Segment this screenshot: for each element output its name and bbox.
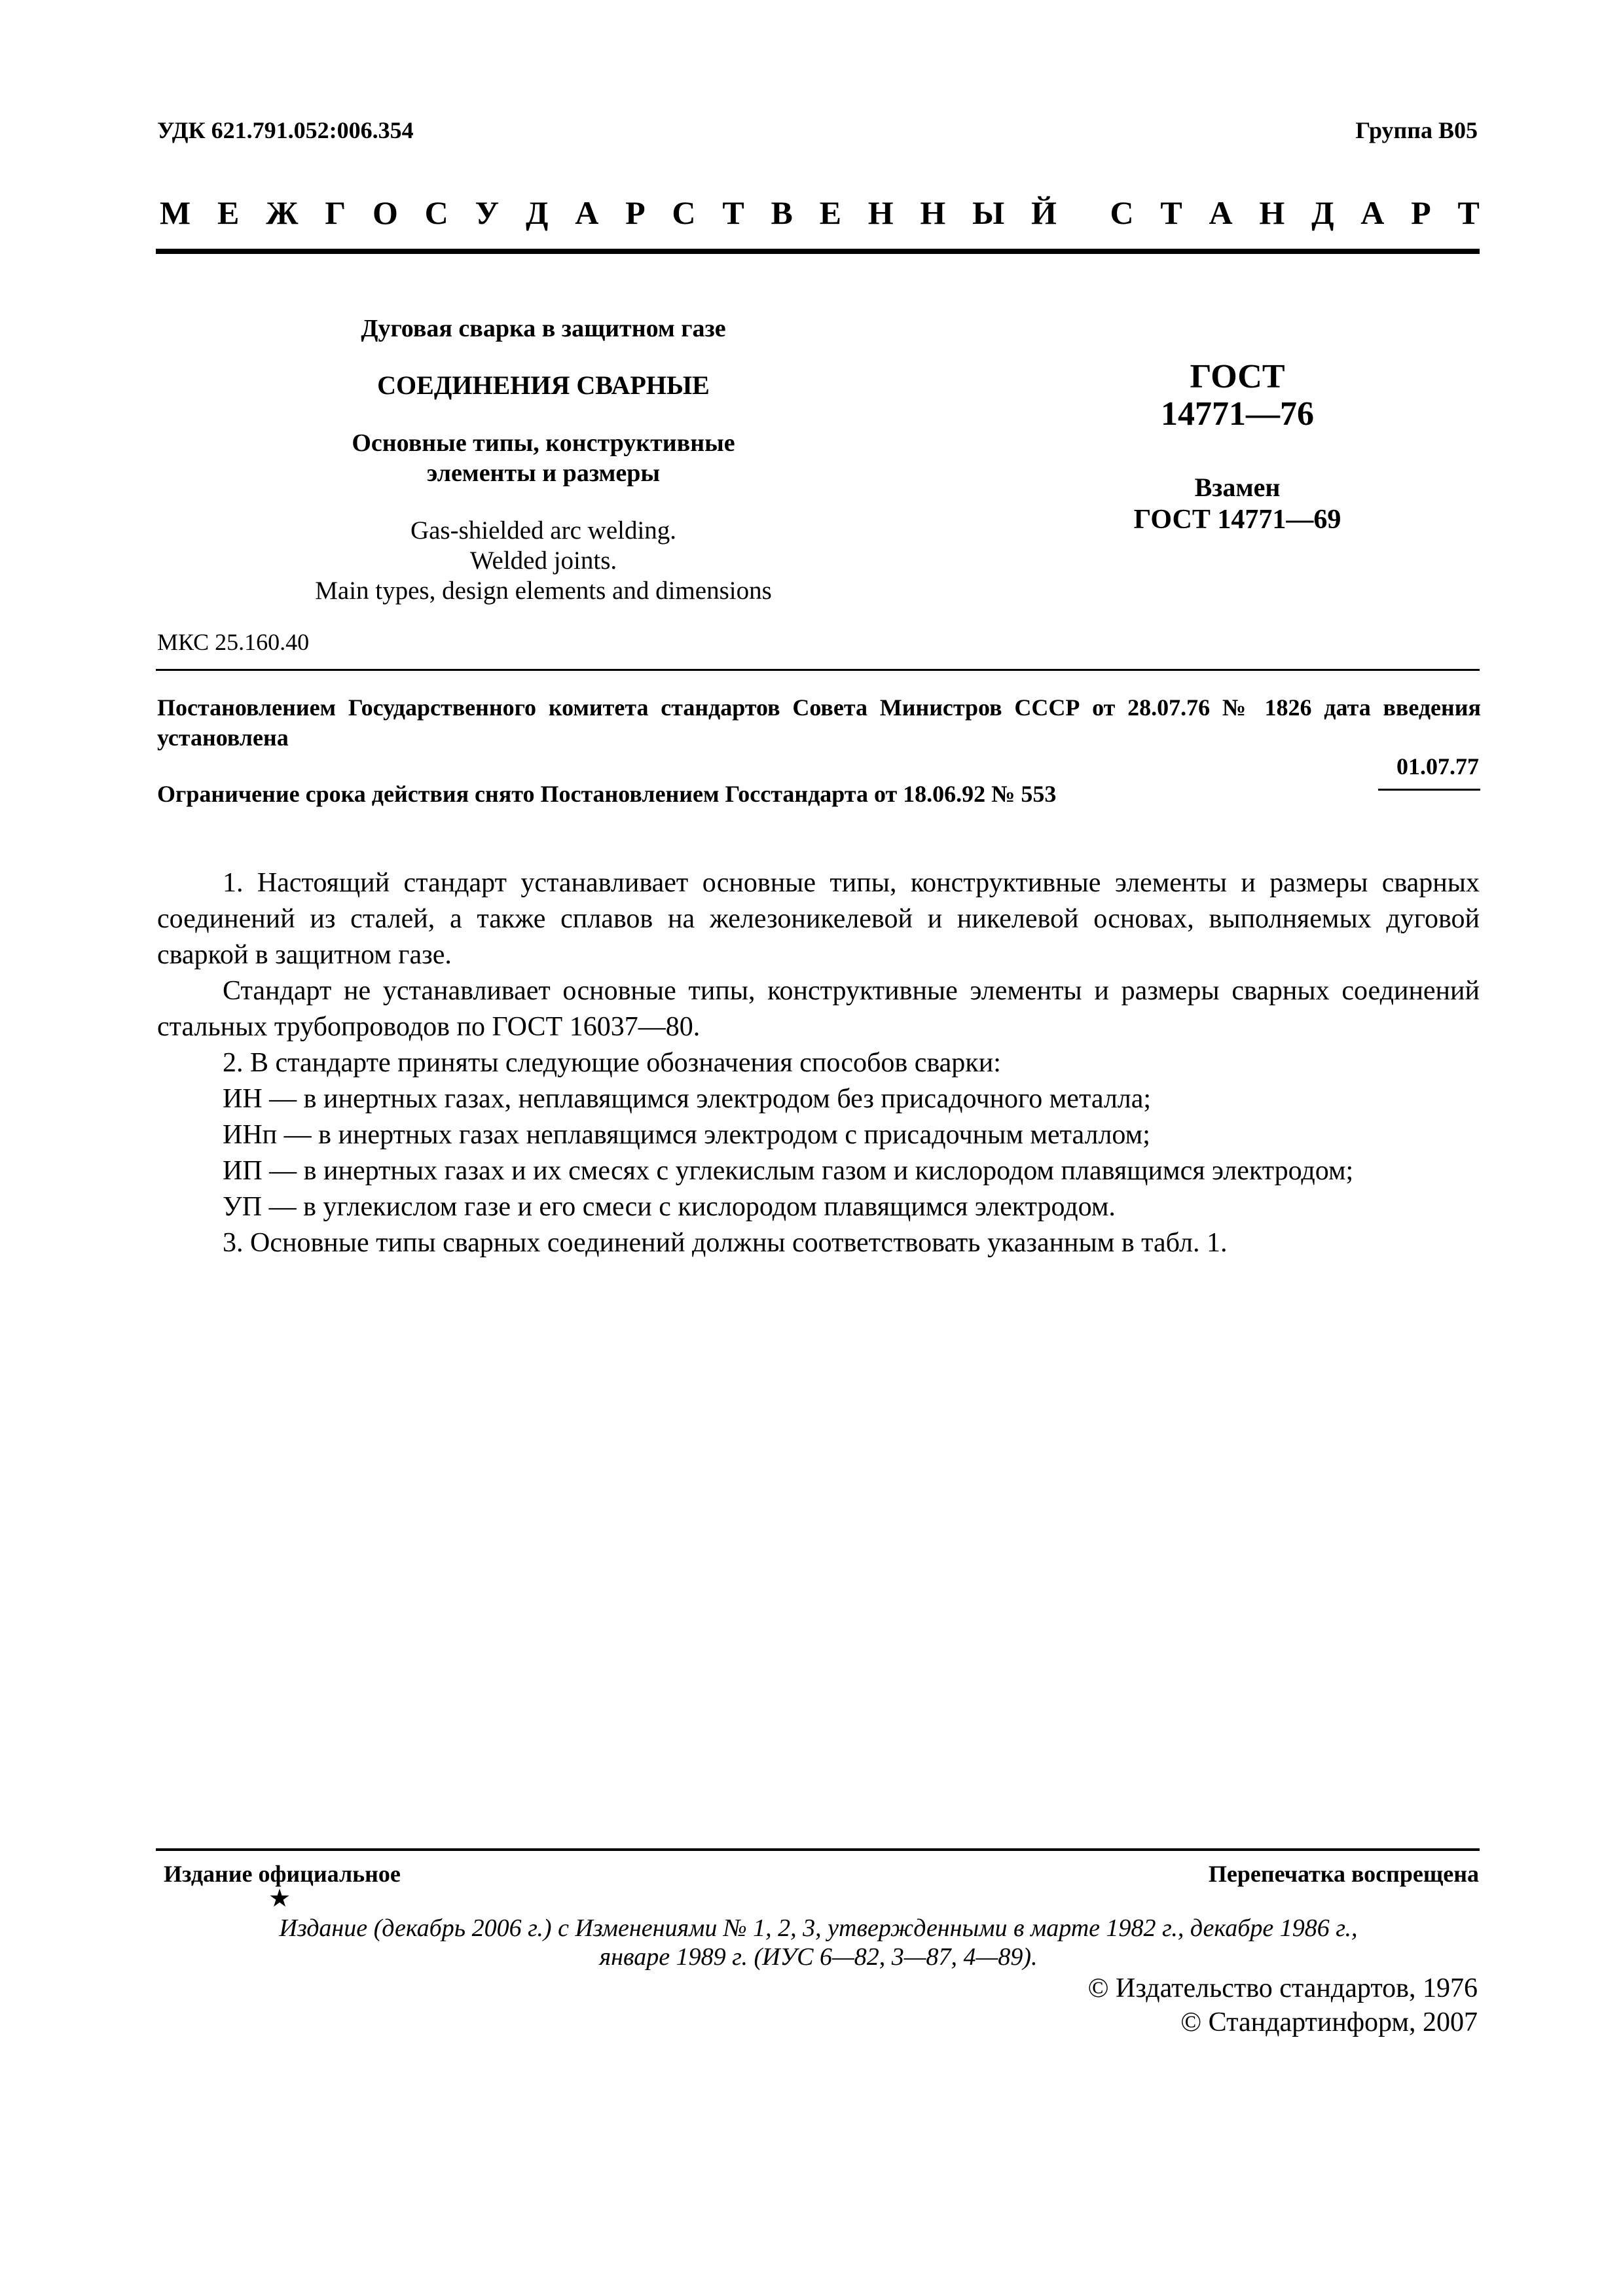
heading-letter: С xyxy=(1110,194,1134,231)
heading-letter: Е xyxy=(819,194,841,231)
heading-letter: Р xyxy=(625,194,646,231)
heading-letter: С xyxy=(672,194,696,231)
heading-letter: У xyxy=(475,194,500,231)
heading-letter: Т xyxy=(1457,194,1480,231)
heading-letter: Ы xyxy=(972,194,1005,231)
heading-letter: Н xyxy=(1259,194,1285,231)
edition-note-line1: Издание (декабрь 2006 г.) с Изменениями № 1, 2, 3, утвержденными в марте 1982 г., декабре 1986 г., xyxy=(279,1914,1358,1942)
no-reprint-label: Перепечатка воспрещена xyxy=(1208,1861,1479,1887)
edition-note-line2: январе 1989 г. (ИУС 6—82, 3—87, 4—89). xyxy=(599,1943,1038,1971)
heading-letter: Т xyxy=(1160,194,1182,231)
title-ru-line1: Дуговая сварка в защитном газе xyxy=(361,315,726,342)
heading-letter: Й xyxy=(1031,194,1057,231)
official-edition-label: Издание официальное xyxy=(164,1861,401,1887)
section-rule xyxy=(156,669,1480,671)
introduction-date-underline xyxy=(1378,789,1480,791)
heading-letter: С xyxy=(424,194,448,231)
heading-letter: Д xyxy=(1311,194,1334,231)
group-code: Группа В05 xyxy=(1355,117,1478,143)
interstate-standard-heading xyxy=(160,194,1480,232)
paragraph-1: 1. Настоящий стандарт устанавливает основные типы, конструктивные элементы и размеры сварных соединений из сталей, а также сплавов на железоникелевой и никелевой основах, выполняемых дуговой сваркой в защитном газе. xyxy=(157,868,1480,970)
heading-letter: Н xyxy=(867,194,894,231)
title-ru-line3a: Основные типы, конструктивные xyxy=(352,429,735,457)
mks-code: МКС 25.160.40 xyxy=(157,629,310,655)
designation-up: УП — в углекислом газе и его смеси с кислородом плавящимся электродом. xyxy=(223,1192,1116,1222)
heading-letter: Д xyxy=(526,194,549,231)
title-en-line3: Main types, design elements and dimensions xyxy=(315,577,772,605)
gost-number: 14771—76 xyxy=(1161,395,1314,433)
heading-letter: Г xyxy=(325,194,346,231)
star-icon: ★ xyxy=(268,1885,291,1912)
paragraph-3: 2. В стандарте приняты следующие обозначения способов сварки: xyxy=(223,1048,1001,1078)
title-ru-line2: СОЕДИНЕНИЯ СВАРНЫЕ xyxy=(377,370,710,400)
introduction-date: 01.07.77 xyxy=(1396,753,1479,780)
title-en-line1: Gas-shielded arc welding. xyxy=(410,516,677,545)
heading-letter: А xyxy=(1360,194,1385,231)
gost-designation xyxy=(1080,359,1395,537)
heading-letter: Ж xyxy=(266,194,299,231)
designation-inp: ИНп — в инертных газах неплавящимся электродом с присадочным металлом; xyxy=(223,1120,1150,1150)
header-rule xyxy=(156,249,1480,254)
limitation-note: Ограничение срока действия снято Постановлением Госстандарта от 18.06.92 № 553 xyxy=(157,781,1057,807)
heading-letter: О xyxy=(372,194,398,231)
heading-letter: В xyxy=(771,194,793,231)
title-ru-line3 xyxy=(262,428,825,488)
designation-in: ИН — в инертных газах, неплавящимся электродом без присадочного металла; xyxy=(223,1084,1152,1114)
title-en xyxy=(262,516,825,606)
copyright-2: © Стандартинформ, 2007 xyxy=(1180,2007,1478,2037)
replaces-number: ГОСТ 14771—69 xyxy=(1133,505,1341,535)
copyright-block xyxy=(1088,1971,1478,2039)
gost-label: ГОСТ xyxy=(1190,358,1285,395)
replaces-label: Взамен xyxy=(1194,473,1281,502)
heading-letter: А xyxy=(1209,194,1233,231)
standard-body xyxy=(157,865,1480,1261)
heading-letter: Н xyxy=(920,194,946,231)
edition-note xyxy=(196,1914,1440,1971)
decree-text: Постановлением Государственного комитета стандартов Совета Министров СССР от 28.07.76 № 1826 дата введения установлена xyxy=(157,694,1481,751)
heading-letter: Р xyxy=(1411,194,1431,231)
designation-ip: ИП — в инертных газах и их смесях с углекислым газом и кислородом плавящимся электродом; xyxy=(223,1156,1354,1186)
udk-code: УДК 621.791.052:006.354 xyxy=(157,117,414,143)
copyright-1: © Издательство стандартов, 1976 xyxy=(1087,1973,1478,2003)
heading-letter: Т xyxy=(722,194,744,231)
heading-letter: А xyxy=(575,194,599,231)
heading-letter: М xyxy=(160,194,191,231)
paragraph-2: Стандарт не устанавливает основные типы, конструктивные элементы и размеры сварных соединений стальных трубопроводов по ГОСТ 16037—80. xyxy=(157,976,1480,1042)
title-ru-line3b: элементы и размеры xyxy=(426,459,661,487)
paragraph-4: 3. Основные типы сварных соединений должны соответствовать указанным в табл. 1. xyxy=(223,1228,1228,1258)
footer-rule xyxy=(156,1848,1480,1851)
title-en-line2: Welded joints. xyxy=(469,547,617,575)
heading-letter: Е xyxy=(217,194,240,231)
